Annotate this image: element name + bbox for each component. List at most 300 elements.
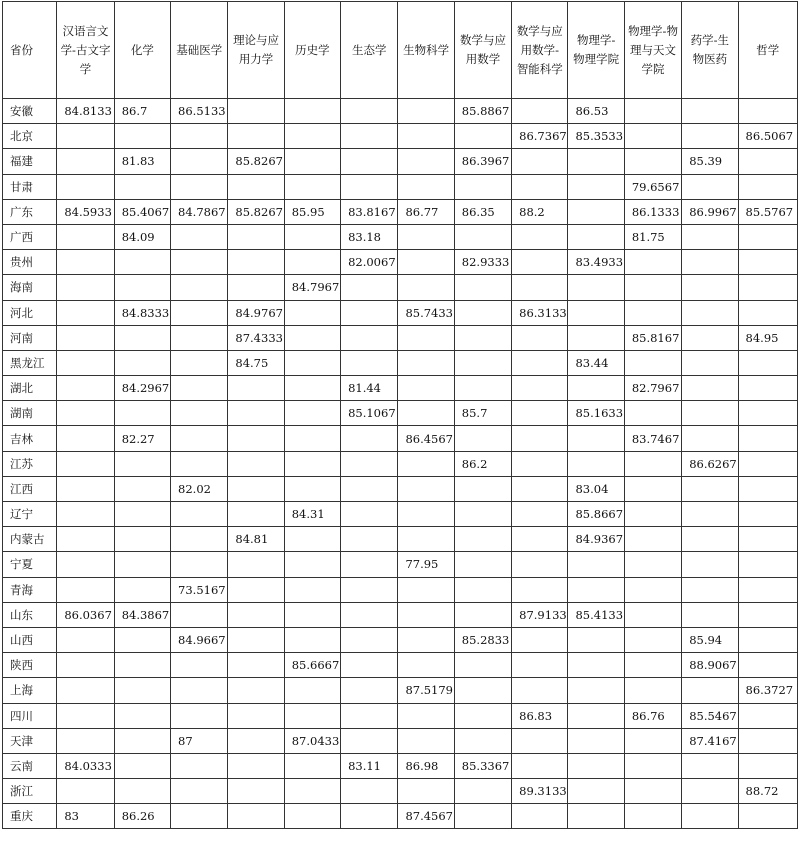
score-cell (341, 451, 398, 476)
score-cell: 85.7 (454, 401, 511, 426)
score-cell (228, 275, 284, 300)
table-row (3, 728, 798, 753)
score-cell: 84.75 (228, 350, 284, 375)
province-cell: 广西 (3, 224, 57, 249)
province-cell: 山西 (3, 627, 57, 652)
score-cell (57, 502, 114, 527)
score-cell (512, 224, 568, 249)
score-cell (624, 627, 681, 652)
score-cell (682, 552, 738, 577)
score-cell (57, 174, 114, 199)
score-cell (454, 779, 511, 804)
score-cell (57, 350, 114, 375)
score-cell (624, 753, 681, 778)
score-cell (341, 476, 398, 501)
score-cell: 82.27 (114, 426, 170, 451)
table-row (3, 426, 798, 451)
score-cell (57, 577, 114, 602)
table-row (3, 779, 798, 804)
score-cell (284, 627, 340, 652)
score-cell (284, 376, 340, 401)
score-cell (738, 804, 797, 829)
score-cell: 84.8333 (114, 300, 170, 325)
score-cell: 84.9767 (228, 300, 284, 325)
score-cell: 86.53 (568, 99, 624, 124)
score-cell (284, 174, 340, 199)
column-header: 数学与应用数学 (454, 2, 511, 99)
province-cell: 青海 (3, 577, 57, 602)
score-cell (454, 426, 511, 451)
province-cell: 江西 (3, 476, 57, 501)
score-cell: 81.75 (624, 224, 681, 249)
score-cell (228, 653, 284, 678)
score-cell (682, 376, 738, 401)
score-cell: 85.8267 (228, 149, 284, 174)
score-cell (624, 602, 681, 627)
table-row (3, 602, 798, 627)
score-cell (341, 300, 398, 325)
score-cell (454, 124, 511, 149)
score-cell: 85.95 (284, 199, 340, 224)
province-cell: 安徽 (3, 99, 57, 124)
score-cell (341, 527, 398, 552)
score-cell (57, 124, 114, 149)
column-header-province: 省份 (3, 2, 57, 99)
score-cell: 81.83 (114, 149, 170, 174)
score-cell (341, 577, 398, 602)
score-cell: 85.94 (682, 627, 738, 652)
score-cell (568, 728, 624, 753)
province-cell: 广东 (3, 199, 57, 224)
score-cell (228, 174, 284, 199)
score-cell (114, 779, 170, 804)
score-cell: 83.7467 (624, 426, 681, 451)
table-row (3, 224, 798, 249)
score-cell (568, 300, 624, 325)
score-cell (57, 728, 114, 753)
province-cell: 山东 (3, 602, 57, 627)
score-cell: 82.7967 (624, 376, 681, 401)
score-cell (114, 653, 170, 678)
score-cell (398, 703, 454, 728)
score-cell (398, 149, 454, 174)
score-cell (398, 476, 454, 501)
column-header: 物理学-物理学院 (568, 2, 624, 99)
score-cell (682, 174, 738, 199)
score-cell (624, 804, 681, 829)
score-cell (682, 300, 738, 325)
table-row (3, 753, 798, 778)
score-cell: 87 (171, 728, 228, 753)
score-cell (228, 451, 284, 476)
score-cell (624, 527, 681, 552)
score-cell (57, 779, 114, 804)
column-header: 数学与应用数学-智能科学 (512, 2, 568, 99)
table-row (3, 174, 798, 199)
score-cell (341, 174, 398, 199)
score-cell (114, 577, 170, 602)
score-cell (398, 99, 454, 124)
header-row (3, 2, 798, 99)
score-cell (284, 678, 340, 703)
province-cell: 辽宁 (3, 502, 57, 527)
score-cell (171, 804, 228, 829)
score-cell (682, 325, 738, 350)
score-cell (738, 703, 797, 728)
score-cell (341, 552, 398, 577)
score-cell (284, 149, 340, 174)
score-cell (171, 527, 228, 552)
province-cell: 四川 (3, 703, 57, 728)
score-cell: 83.18 (341, 224, 398, 249)
column-header: 化学 (114, 2, 170, 99)
score-cell (114, 275, 170, 300)
score-cell: 86.9967 (682, 199, 738, 224)
score-cell (171, 174, 228, 199)
score-cell (512, 476, 568, 501)
score-cell (624, 552, 681, 577)
score-cell (114, 627, 170, 652)
score-cell (682, 250, 738, 275)
score-cell (738, 401, 797, 426)
score-cell (738, 753, 797, 778)
table-row (3, 300, 798, 325)
score-cell: 84.8133 (57, 99, 114, 124)
score-cell (624, 149, 681, 174)
score-cell (228, 376, 284, 401)
score-cell: 83.4933 (568, 250, 624, 275)
score-cell (454, 678, 511, 703)
score-cell: 86.5067 (738, 124, 797, 149)
score-cell (284, 124, 340, 149)
score-cell: 82.02 (171, 476, 228, 501)
score-cell (57, 627, 114, 652)
score-cell: 84.7867 (171, 199, 228, 224)
score-cell (568, 577, 624, 602)
score-cell: 86.6267 (682, 451, 738, 476)
score-cell: 85.8167 (624, 325, 681, 350)
score-cell (512, 678, 568, 703)
score-cell: 81.44 (341, 376, 398, 401)
score-cell (512, 804, 568, 829)
score-cell (57, 653, 114, 678)
table-row (3, 250, 798, 275)
score-cell: 86.3727 (738, 678, 797, 703)
score-cell (568, 552, 624, 577)
score-cell (738, 174, 797, 199)
column-header: 生物科学 (398, 2, 454, 99)
score-cell: 84.95 (738, 325, 797, 350)
score-cell (512, 376, 568, 401)
score-cell (512, 527, 568, 552)
score-cell (568, 703, 624, 728)
score-cell (171, 653, 228, 678)
province-cell: 云南 (3, 753, 57, 778)
score-cell (284, 350, 340, 375)
score-cell: 85.6667 (284, 653, 340, 678)
score-cell: 85.8667 (568, 502, 624, 527)
score-cell (171, 753, 228, 778)
score-cell: 86.83 (512, 703, 568, 728)
province-cell: 贵州 (3, 250, 57, 275)
score-cell (398, 376, 454, 401)
score-cell (171, 124, 228, 149)
score-cell: 87.4567 (398, 804, 454, 829)
score-cell (454, 275, 511, 300)
score-cell (682, 577, 738, 602)
score-cell (454, 728, 511, 753)
score-cell (682, 804, 738, 829)
score-cell (171, 224, 228, 249)
score-cell: 83.04 (568, 476, 624, 501)
score-cell (738, 653, 797, 678)
score-cell (228, 552, 284, 577)
column-header: 基础医学 (171, 2, 228, 99)
score-cell (398, 527, 454, 552)
column-header: 汉语言文学-古文字学 (57, 2, 114, 99)
score-cell (341, 653, 398, 678)
score-cell: 87.0433 (284, 728, 340, 753)
score-cell (341, 325, 398, 350)
score-cell (57, 149, 114, 174)
score-cell (682, 502, 738, 527)
score-cell: 82.0067 (341, 250, 398, 275)
score-cell: 85.8867 (454, 99, 511, 124)
column-header: 药学-生物医药 (682, 2, 738, 99)
score-cell (682, 527, 738, 552)
score-cell (568, 275, 624, 300)
score-cell: 84.0333 (57, 753, 114, 778)
score-cell (114, 527, 170, 552)
score-cell (568, 627, 624, 652)
score-cell (341, 728, 398, 753)
score-cell: 87.5179 (398, 678, 454, 703)
score-cell (568, 376, 624, 401)
score-cell (738, 552, 797, 577)
score-cell (624, 275, 681, 300)
column-header: 哲学 (738, 2, 797, 99)
score-cell: 83.8167 (341, 199, 398, 224)
score-cell (171, 602, 228, 627)
score-cell (228, 703, 284, 728)
score-cell (341, 149, 398, 174)
score-cell (738, 300, 797, 325)
score-cell (624, 577, 681, 602)
column-header: 理论与应用力学 (228, 2, 284, 99)
score-cell (568, 753, 624, 778)
province-cell: 上海 (3, 678, 57, 703)
score-cell (171, 149, 228, 174)
score-cell (398, 779, 454, 804)
score-cell (682, 224, 738, 249)
score-cell: 79.6567 (624, 174, 681, 199)
score-cell: 73.5167 (171, 577, 228, 602)
score-cell: 85.4133 (568, 602, 624, 627)
score-cell (284, 476, 340, 501)
score-cell: 84.2967 (114, 376, 170, 401)
score-cell: 85.5467 (682, 703, 738, 728)
score-cell: 88.9067 (682, 653, 738, 678)
table-row (3, 275, 798, 300)
score-cell (228, 753, 284, 778)
table-row (3, 99, 798, 124)
score-cell (398, 325, 454, 350)
score-cell (284, 224, 340, 249)
score-cell: 86.26 (114, 804, 170, 829)
province-cell: 内蒙古 (3, 527, 57, 552)
score-cell (171, 300, 228, 325)
score-cell: 85.7433 (398, 300, 454, 325)
score-cell (682, 275, 738, 300)
score-cell (738, 577, 797, 602)
score-cell: 83 (57, 804, 114, 829)
score-cell (171, 350, 228, 375)
score-cell (682, 602, 738, 627)
score-cell (114, 250, 170, 275)
score-cell (398, 224, 454, 249)
score-cell (114, 350, 170, 375)
score-cell (512, 653, 568, 678)
score-cell (57, 250, 114, 275)
score-cell (57, 527, 114, 552)
score-cell (512, 325, 568, 350)
table-row (3, 124, 798, 149)
score-cell (682, 476, 738, 501)
score-cell (398, 502, 454, 527)
table-row (3, 376, 798, 401)
score-cell (454, 602, 511, 627)
table-row (3, 476, 798, 501)
table-row (3, 527, 798, 552)
score-cell: 85.1633 (568, 401, 624, 426)
score-cell: 84.3867 (114, 602, 170, 627)
score-cell (284, 804, 340, 829)
score-cell: 84.31 (284, 502, 340, 527)
score-cell (398, 275, 454, 300)
score-cell (738, 728, 797, 753)
score-cell (454, 476, 511, 501)
table-row (3, 678, 798, 703)
score-cell (398, 653, 454, 678)
score-cell (228, 426, 284, 451)
score-cell (738, 476, 797, 501)
score-cell (57, 552, 114, 577)
score-cell (228, 602, 284, 627)
score-cell: 85.4067 (114, 199, 170, 224)
score-cell (171, 426, 228, 451)
score-cell (512, 728, 568, 753)
province-cell: 甘肃 (3, 174, 57, 199)
score-cell: 77.95 (398, 552, 454, 577)
score-cell (171, 376, 228, 401)
score-cell (171, 502, 228, 527)
score-cell (738, 527, 797, 552)
score-cell (398, 124, 454, 149)
score-cell (682, 350, 738, 375)
score-cell: 89.3133 (512, 779, 568, 804)
score-cell: 86.3967 (454, 149, 511, 174)
score-cell (57, 325, 114, 350)
score-cell (512, 753, 568, 778)
score-cell: 83.11 (341, 753, 398, 778)
score-cell (341, 350, 398, 375)
score-cell (568, 653, 624, 678)
score-cell: 86.98 (398, 753, 454, 778)
score-cell (57, 275, 114, 300)
score-cell (568, 804, 624, 829)
score-cell (114, 476, 170, 501)
score-cell (228, 577, 284, 602)
score-cell (341, 627, 398, 652)
score-cell (512, 275, 568, 300)
table-row (3, 401, 798, 426)
province-cell: 北京 (3, 124, 57, 149)
score-cell (341, 804, 398, 829)
score-cell (568, 224, 624, 249)
score-cell: 85.39 (682, 149, 738, 174)
score-cell: 88.72 (738, 779, 797, 804)
score-cell (738, 426, 797, 451)
score-cell (341, 124, 398, 149)
score-cell (512, 451, 568, 476)
score-cell (228, 401, 284, 426)
score-cell (568, 779, 624, 804)
table-row (3, 502, 798, 527)
table-row (3, 451, 798, 476)
table-row (3, 199, 798, 224)
score-cell (512, 502, 568, 527)
score-cell (341, 602, 398, 627)
score-cell (398, 577, 454, 602)
score-cell (512, 401, 568, 426)
score-cell (738, 149, 797, 174)
score-cell: 86.77 (398, 199, 454, 224)
score-cell: 85.1067 (341, 401, 398, 426)
score-cell (284, 527, 340, 552)
score-cell (114, 325, 170, 350)
score-cell: 83.44 (568, 350, 624, 375)
score-cell (284, 552, 340, 577)
score-cell (284, 401, 340, 426)
table-row (3, 703, 798, 728)
score-cell (228, 804, 284, 829)
score-cell (171, 703, 228, 728)
score-cell (624, 300, 681, 325)
score-cell: 87.4333 (228, 325, 284, 350)
score-cell (171, 678, 228, 703)
score-cell (171, 552, 228, 577)
table-row (3, 627, 798, 652)
score-cell (512, 627, 568, 652)
score-cell (398, 250, 454, 275)
score-cell (738, 99, 797, 124)
score-cell (341, 703, 398, 728)
score-cell: 84.9367 (568, 527, 624, 552)
score-cell: 85.5767 (738, 199, 797, 224)
score-cell: 85.3367 (454, 753, 511, 778)
score-cell (114, 678, 170, 703)
score-cell (512, 149, 568, 174)
score-cell (398, 627, 454, 652)
score-cell (57, 224, 114, 249)
score-cell (454, 527, 511, 552)
score-cell (624, 678, 681, 703)
score-cell (738, 224, 797, 249)
score-cell (284, 250, 340, 275)
score-cell (398, 350, 454, 375)
score-cell: 85.8267 (228, 199, 284, 224)
score-cell (341, 426, 398, 451)
